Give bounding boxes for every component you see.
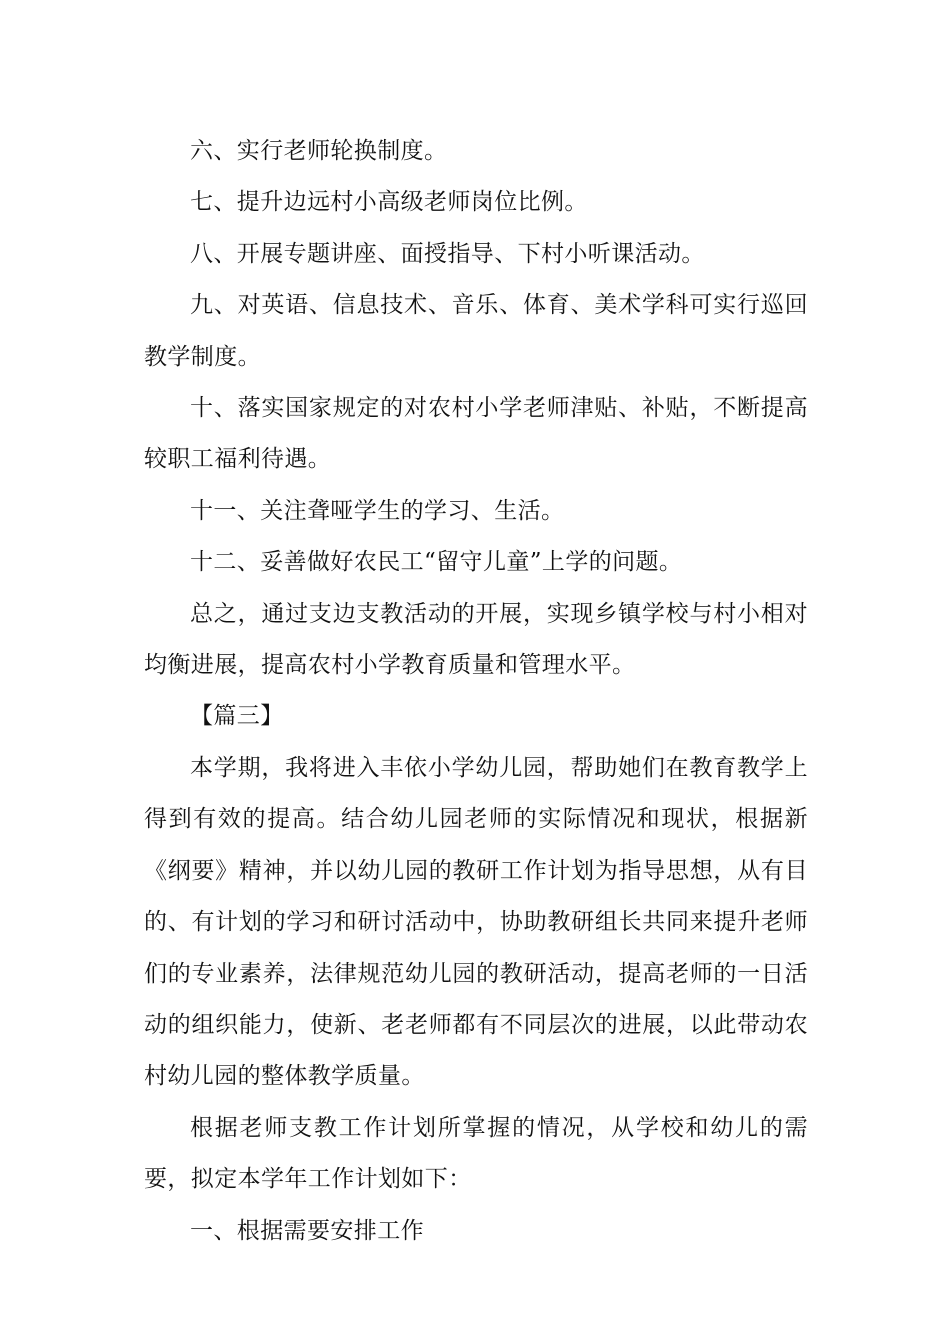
- paragraph-item-6: 六、实行老师轮换制度。: [190, 138, 448, 164]
- first-item-paragraph: 一、根据需要安排工作: [190, 1217, 424, 1244]
- paragraph-item-11: 十一、关注聋哑学生的学习、生活。: [190, 497, 565, 524]
- paragraph-item-7: 七、提升边远村小高级老师岗位比例。: [190, 189, 588, 216]
- plan-paragraph: 根据老师支教工作计划所掌握的情况，从学校和幼儿的需要，拟定本学年工作计划如下：: [144, 1114, 808, 1193]
- paragraph-item-12: 十二、妥善做好农民工“留守儿童”上学的问题。: [190, 549, 683, 576]
- intro-paragraph: 本学期，我将进入丰依小学幼儿园，帮助她们在教育教学上得到有效的提高。结合幼儿园老师的实际情况和现状，根据新《纲要》精神，并以幼儿园的教研工作计划为指导思想，从有目的、有计划的学习和研讨活动中，协助教研组长共同来提升老师们的专业素养，法律规范幼儿园的教研活动，提高老师的一日活动的组织能力，使新、老老师都有不同层次的进展，以此带动农村幼儿园的整体教学质量。: [144, 754, 808, 1090]
- paragraph-item-9: 九、对英语、信息技术、音乐、体育、美术学科可实行巡回教学制度。: [144, 292, 808, 370]
- paragraph-item-8: 八、开展专题讲座、面授指导、下村小听课活动。: [190, 240, 705, 267]
- section-heading: 【篇三】: [190, 703, 284, 730]
- document-body: [144, 126, 808, 1257]
- summary-paragraph: 总之，通过支边支教活动的开展，实现乡镇学校与村小相对均衡进展，提高农村小学教育质量和管理水平。: [144, 600, 808, 679]
- paragraph-item-10: 十、落实国家规定的对农村小学老师津贴、补贴，不断提高较职工福利待遇。: [144, 395, 808, 473]
